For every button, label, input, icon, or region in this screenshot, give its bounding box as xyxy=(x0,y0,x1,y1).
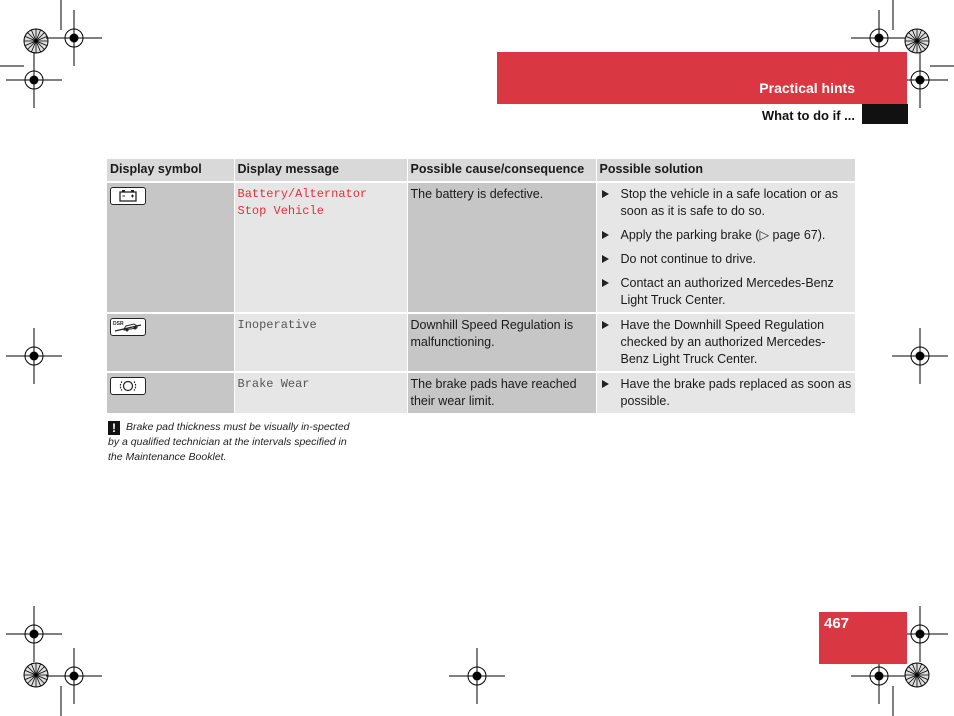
downhill-speed-regulation-icon xyxy=(110,318,146,336)
brake-wear-icon xyxy=(110,377,146,395)
display-message: Battery/Alternator Stop Vehicle xyxy=(237,187,368,218)
display-message: Brake Wear xyxy=(237,377,310,391)
column-header-cause: Possible cause/consequence xyxy=(407,159,596,182)
table-row xyxy=(107,182,855,313)
table-row xyxy=(107,313,855,372)
solution-item: Apply the parking brake (▷ page 67). xyxy=(600,227,853,244)
dsr-icon-label: DSR xyxy=(113,321,124,327)
solution-list xyxy=(600,376,853,410)
solution-item: Do not continue to drive. xyxy=(600,251,853,268)
message-cell xyxy=(234,313,407,372)
solution-list xyxy=(600,317,853,368)
subsection-title: What to do if ... xyxy=(761,108,855,123)
column-header-symbol: Display symbol xyxy=(107,159,234,182)
bullet-arrow-icon xyxy=(602,255,609,263)
cause-cell xyxy=(407,182,596,313)
solution-item: Stop the vehicle in a safe location or as soon as it is safe to do so. xyxy=(600,186,853,220)
exclamation-icon: ! xyxy=(108,421,120,435)
bullet-arrow-icon xyxy=(602,380,609,388)
table-row xyxy=(107,372,855,413)
bullet-arrow-icon xyxy=(602,231,609,239)
symbol-cell xyxy=(107,372,234,413)
bullet-arrow-icon xyxy=(602,321,609,329)
solution-item: Have the brake pads replaced as soon as possible. xyxy=(600,376,853,410)
warning-note-text: Brake pad thickness must be visually in-spected by a qualified technician at the intervals specified in the Maintenance Booklet. xyxy=(108,421,350,463)
cause-text: The battery is defective. xyxy=(410,187,544,201)
cause-cell xyxy=(407,313,596,372)
warning-note xyxy=(108,420,356,465)
message-cell xyxy=(234,372,407,413)
header-band xyxy=(497,52,907,104)
symbol-cell xyxy=(107,182,234,313)
page-number: 467 xyxy=(824,615,850,632)
battery-icon xyxy=(110,187,146,205)
message-cell xyxy=(234,182,407,313)
solution-item: Have the Downhill Speed Regulation checked by an authorized Mercedes-Benz Light Truck Center. xyxy=(600,317,853,368)
cause-text: The brake pads have reached their wear limit. xyxy=(410,377,577,408)
solution-cell xyxy=(596,182,855,313)
solution-cell xyxy=(596,372,855,413)
symbol-cell xyxy=(107,313,234,372)
bullet-arrow-icon xyxy=(602,190,609,198)
column-header-solution: Possible solution xyxy=(596,159,855,182)
solution-item: Contact an authorized Mercedes-Benz Light Truck Center. xyxy=(600,275,853,309)
table-header-row xyxy=(107,159,855,182)
section-title: Practical hints xyxy=(759,80,855,96)
cause-text: Downhill Speed Regulation is malfunctioning. xyxy=(410,318,574,349)
column-header-message: Display message xyxy=(234,159,407,182)
solution-cell xyxy=(596,313,855,372)
cause-cell xyxy=(407,372,596,413)
bullet-arrow-icon xyxy=(602,279,609,287)
thumb-index-tab xyxy=(862,104,908,124)
fault-message-table xyxy=(107,159,855,413)
solution-list xyxy=(600,186,853,309)
display-message: Inoperative xyxy=(237,318,317,332)
